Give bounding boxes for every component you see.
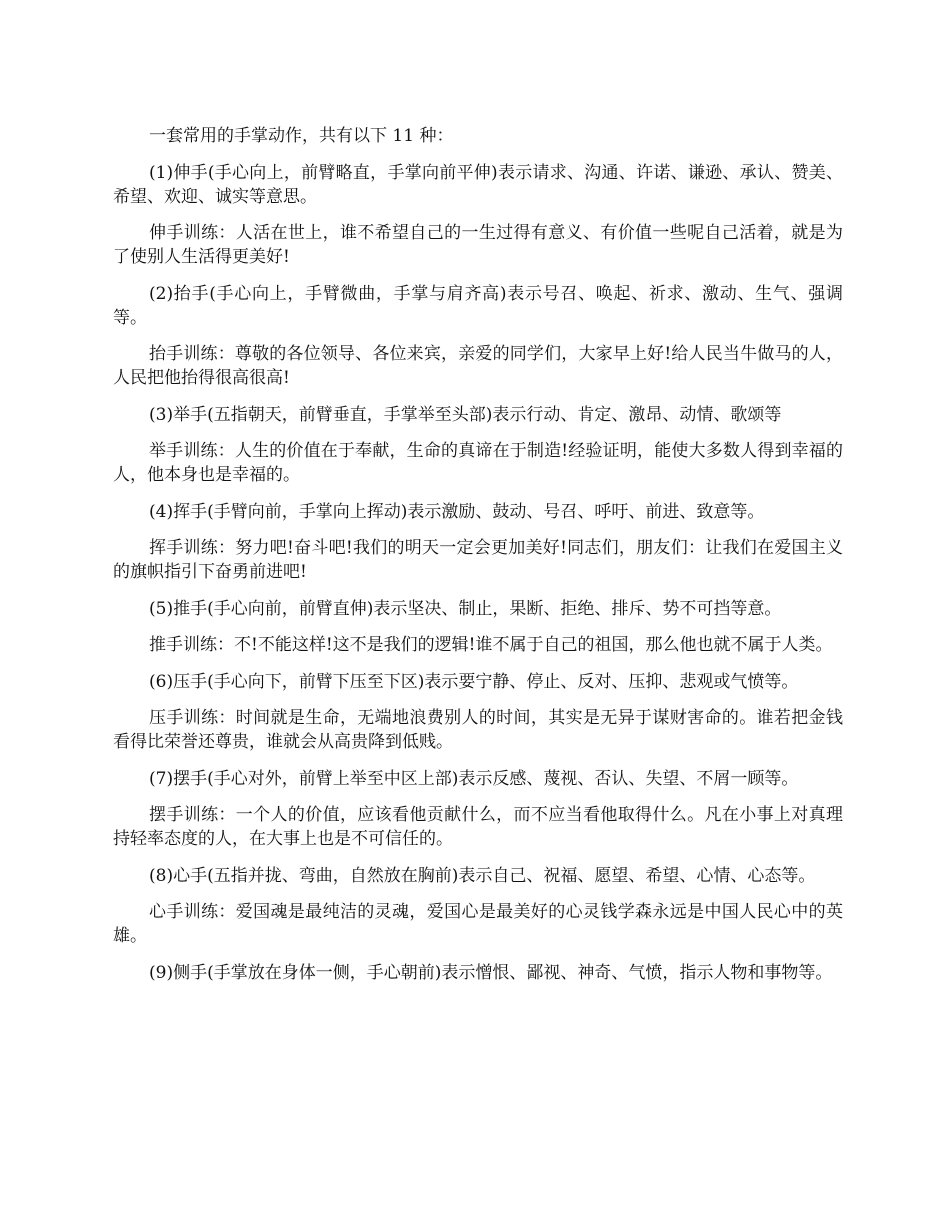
gesture-8-training: 心手训练：爱国魂是最纯洁的灵魂，爱国心是最美好的心灵钱学森永远是中国人民心中的英雄。: [113, 902, 843, 946]
gesture-3-training: 举手训练：人生的价值在于奉献，生命的真谛在于制造!经验证明，能使大多数人得到幸福的人，他本身也是幸福的。: [113, 441, 843, 485]
gesture-4-training: 挥手训练：努力吧!奋斗吧!我们的明天一定会更加美好!同志们，朋友们：让我们在爱国主义的旗帜指引下奋勇前进吧!: [113, 538, 843, 582]
gesture-1-training: 伸手训练：人活在世上，谁不希望自己的一生过得有意义、有价值一些呢自己活着，就是为了使别人生活得更美好!: [113, 223, 843, 267]
gesture-4-description: (4)挥手(手臂向前，手掌向上挥动)表示激励、鼓动、号召、呼吁、前进、致意等。: [149, 501, 765, 522]
gesture-7-description: (7)摆手(手心对外，前臂上举至中区上部)表示反感、蔑视、否认、失望、不屑一顾等。: [149, 768, 799, 789]
gesture-6-description: (6)压手(手心向下，前臂下压至下区)表示要宁静、停止、反对、压抑、悲观或气愤等。: [149, 671, 799, 692]
document-body: [113, 124, 843, 997]
gesture-9-description: (9)侧手(手掌放在身体一侧，手心朝前)表示憎恨、鄙视、神奇、气愤，指示人物和事物等。: [149, 962, 833, 983]
gesture-5-description: (5)推手(手心向前，前臂直伸)表示坚决、制止，果断、拒绝、排斥、势不可挡等意。: [149, 598, 782, 619]
gesture-1-description: (1)伸手(手心向上，前臂略直，手掌向前平伸)表示请求、沟通、许诺、谦逊、承认、赞美、希望、欢迎、诚实等意思。: [113, 162, 843, 207]
intro-paragraph: 一套常用的手掌动作，共有以下 11 种：: [149, 126, 454, 146]
gesture-8-description: (8)心手(五指并拢、弯曲，自然放在胸前)表示自己、祝福、愿望、希望、心情、心态等。: [149, 865, 816, 886]
gesture-5-training: 推手训练：不!不能这样!这不是我们的逻辑!谁不属于自己的祖国，那么他也就不属于人类。: [149, 635, 833, 655]
gesture-2-description: (2)抬手(手心向上，手臂微曲，手掌与肩齐高)表示号召、唤起、祈求、激动、生气、强调等。: [113, 283, 843, 328]
gesture-2-training: 抬手训练：尊敬的各位领导、各位来宾，亲爱的同学们，大家早上好!给人民当牛做马的人，人民把他抬得很高很高!: [113, 344, 843, 388]
gesture-3-description: (3)举手(五指朝天，前臂垂直，手掌举至头部)表示行动、肯定、激昂、动情、歌颂等: [149, 404, 782, 425]
gesture-7-training: 摆手训练：一个人的价值，应该看他贡献什么，而不应当看他取得什么。凡在小事上对真理持轻率态度的人，在大事上也是不可信任的。: [113, 805, 843, 849]
gesture-6-training: 压手训练：时间就是生命，无端地浪费别人的时间，其实是无异于谋财害命的。谁若把金钱看得比荣誉还尊贵，谁就会从高贵降到低贱。: [113, 708, 843, 752]
